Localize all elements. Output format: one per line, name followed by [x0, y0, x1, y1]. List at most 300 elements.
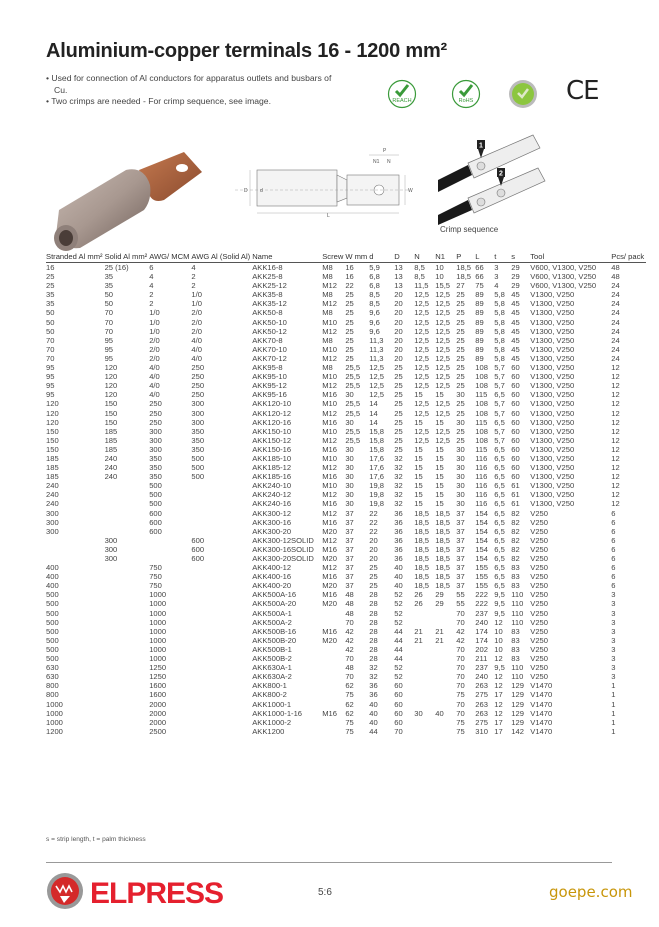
table-cell: V250	[530, 526, 548, 536]
table-cell: 25	[456, 326, 465, 336]
table-cell: M16	[322, 390, 337, 400]
table-cell: 9,5	[494, 599, 505, 609]
table-row	[46, 354, 646, 363]
table-cell: 83	[511, 572, 520, 582]
table-cell: V1300, V250	[530, 381, 575, 391]
table-cell: 120	[46, 417, 59, 427]
table-cell: 10	[494, 644, 503, 654]
table-cell: AKK70-10	[252, 344, 287, 354]
table-cell: 12	[611, 481, 620, 491]
table-cell: 12	[611, 408, 620, 418]
table-cell: 500	[46, 635, 59, 645]
table-cell: 500	[191, 463, 205, 473]
table-cell: 25 (16)	[104, 263, 129, 272]
table-cell: 116	[475, 472, 488, 482]
table-cell: AKK300-20SOLID	[252, 554, 314, 563]
table-cell: 300	[191, 408, 205, 418]
table-cell: 108	[475, 372, 488, 382]
table-cell: 350	[149, 463, 162, 473]
table-cell: 237	[475, 663, 488, 673]
table-cell: 16	[46, 263, 55, 272]
table-cell: 108	[475, 363, 488, 373]
dim-label-L: L	[327, 213, 330, 218]
table-cell	[191, 509, 252, 518]
table-cell: V1300, V250	[530, 335, 575, 345]
table-cell: 154	[475, 535, 488, 545]
table-cell: 5,7	[494, 426, 505, 436]
table-cell: 25	[456, 381, 465, 391]
table-cell: 115	[475, 417, 488, 427]
table-cell: 110	[511, 608, 524, 618]
table-cell: 48	[345, 663, 354, 673]
table-cell: 150	[46, 426, 59, 436]
table-cell: M16	[322, 444, 337, 454]
table-cell: 500	[46, 654, 59, 664]
table-cell: 18,5	[414, 581, 430, 591]
table-cell: 12,5	[435, 317, 451, 327]
table-cell: 55	[456, 590, 465, 600]
table-cell: 240	[104, 463, 118, 473]
table-cell: 400	[46, 563, 59, 573]
table-cell: 42	[345, 644, 354, 654]
table-cell: 129	[511, 690, 524, 700]
table-cell: 24	[611, 308, 620, 318]
table-cell: 4	[149, 272, 154, 282]
table-cell: M12	[322, 299, 337, 309]
table-cell: 70	[104, 308, 114, 318]
table-cell: 1	[611, 690, 616, 700]
table-cell: AKK150-12	[252, 435, 292, 445]
table-cell: 120	[104, 390, 118, 400]
table-cell: 185	[104, 426, 118, 436]
table-row	[46, 636, 646, 645]
table-cell: 12,5	[369, 390, 385, 400]
table-cell: 12,5	[435, 353, 451, 363]
table-cell: 28	[369, 617, 378, 627]
table-cell: 15	[414, 481, 423, 491]
table-cell: 600	[191, 535, 205, 545]
table-cell: 70	[456, 681, 465, 691]
table-cell: 3	[611, 644, 616, 654]
table-cell: 36	[369, 690, 378, 700]
table-cell: 32	[369, 663, 378, 673]
table-cell: 29	[511, 272, 520, 282]
table-cell: 300	[104, 535, 118, 545]
table-cell: 18,5	[414, 526, 430, 536]
table-cell: 5,7	[494, 381, 505, 391]
table-cell: 95	[46, 381, 55, 391]
table-cell: 500	[46, 599, 59, 609]
table-cell: 5,7	[494, 435, 505, 445]
table-cell: AKK500A-2	[252, 617, 292, 627]
table-cell: 83	[511, 644, 520, 654]
table-cell: V1300, V250	[530, 363, 575, 373]
table-cell: M20	[322, 526, 337, 536]
table-cell: AKK35-12	[252, 299, 287, 309]
table-cell	[105, 718, 150, 727]
table-cell: 66	[475, 263, 484, 272]
table-cell: 37	[345, 535, 354, 545]
table-cell: 12	[494, 672, 503, 682]
table-cell: AKK95-10	[252, 372, 287, 382]
table-cell: 6,5	[494, 390, 505, 400]
table-cell: 500	[149, 481, 162, 491]
table-cell: 37	[456, 526, 465, 536]
table-cell: 28	[369, 590, 378, 600]
table-row	[46, 527, 646, 536]
table-cell: 37	[345, 508, 354, 518]
table-cell: 32	[394, 499, 403, 509]
table-cell: 15	[414, 499, 423, 509]
table-cell: 36	[394, 554, 403, 563]
table-cell: 12,5	[414, 308, 430, 318]
table-cell	[105, 599, 150, 608]
table-cell: M16	[322, 626, 337, 636]
table-cell: 300	[104, 554, 118, 563]
table-cell: V1300, V250	[530, 444, 575, 454]
table-cell: 30	[456, 463, 465, 473]
table-cell: 50	[46, 308, 55, 318]
table-cell	[105, 563, 150, 572]
table-cell: 108	[475, 381, 488, 391]
table-cell: 1	[611, 717, 616, 727]
table-cell: AKK500A-20	[252, 599, 297, 609]
table-cell: 1000	[46, 717, 63, 727]
table-cell: 116	[475, 481, 488, 491]
table-cell: 174	[475, 635, 488, 645]
table-cell: 40	[394, 563, 403, 573]
table-cell: 12	[611, 499, 620, 509]
table-cell: 18,5	[435, 517, 451, 527]
table-cell: 17,6	[369, 463, 385, 473]
table-cell: M12	[322, 463, 337, 473]
table-cell: 25	[345, 290, 354, 300]
dim-label-D: D	[244, 188, 248, 194]
table-cell: AKK95-8	[252, 363, 283, 373]
table-cell: 89	[475, 344, 484, 354]
table-cell: 50	[104, 299, 114, 309]
table-cell: M12	[322, 435, 337, 445]
table-cell: 60	[511, 372, 520, 382]
column-header: s	[511, 252, 530, 263]
table-cell: 95	[46, 390, 55, 400]
table-cell: 66	[475, 272, 484, 282]
watermark: goepe.com	[549, 883, 633, 901]
table-cell: 32	[394, 453, 403, 463]
table-cell: 12,5	[435, 299, 451, 309]
table-cell: V250	[530, 544, 548, 554]
table-cell: 37	[456, 544, 465, 554]
table-cell: 25,5	[345, 372, 361, 382]
table-cell: 37	[456, 517, 465, 527]
table-cell: AKK500B-1	[252, 644, 292, 654]
table-cell: 75	[475, 281, 484, 291]
table-row	[46, 372, 646, 381]
table-cell	[414, 718, 435, 727]
table-row	[46, 308, 646, 317]
table-cell: AKK240-16	[252, 499, 292, 509]
table-cell: 25	[369, 572, 378, 582]
table-cell: 120	[104, 363, 118, 373]
table-cell: 30	[345, 453, 354, 463]
table-cell: 12	[611, 435, 620, 445]
table-cell: 350	[149, 453, 162, 463]
table-cell: 12,5	[414, 326, 430, 336]
table-cell: AKK300-16	[252, 517, 292, 527]
table-cell: V1300, V250	[530, 426, 575, 436]
table-cell: 20	[394, 353, 403, 363]
table-cell: 15,8	[369, 435, 385, 445]
table-cell: 18,5	[435, 508, 451, 518]
table-cell: 12	[611, 453, 620, 463]
table-cell: 1	[611, 681, 616, 691]
table-cell	[191, 609, 252, 618]
table-cell	[435, 645, 456, 654]
table-cell: 21	[435, 635, 444, 645]
table-cell: 75	[456, 717, 465, 727]
table-cell: 185	[104, 444, 118, 454]
table-cell: 83	[511, 563, 520, 573]
table-cell: 25	[345, 299, 354, 309]
table-cell: 2	[149, 299, 154, 309]
table-cell: 60	[511, 363, 520, 373]
table-cell: 89	[475, 317, 484, 327]
table-cell: 29	[511, 281, 520, 291]
table-cell: 3	[611, 654, 616, 664]
table-cell: M10	[322, 344, 337, 354]
table-cell: 25	[456, 299, 465, 309]
crimp-caption: Crimp sequence	[440, 225, 499, 234]
table-cell: 240	[46, 499, 59, 509]
table-cell: 60	[511, 444, 520, 454]
table-cell	[322, 690, 345, 699]
table-row	[46, 336, 646, 345]
table-cell	[105, 645, 150, 654]
table-cell: 6	[611, 581, 616, 591]
table-cell: 83	[511, 581, 520, 591]
table-cell: 8,5	[369, 299, 380, 309]
table-cell: 28	[369, 599, 378, 609]
table-cell: V600, V1300, V250	[530, 272, 597, 282]
table-cell: V250	[530, 517, 548, 527]
table-cell: 25	[345, 335, 354, 345]
table-cell: 5,8	[494, 344, 505, 354]
table-cell: 14	[369, 408, 378, 418]
table-cell: 18,5	[414, 544, 430, 554]
table-cell	[105, 627, 150, 636]
table-cell: 18,5	[435, 535, 451, 545]
table-cell: 630	[46, 663, 59, 673]
table-cell: 275	[475, 690, 488, 700]
table-cell: AKK240-10	[252, 481, 292, 491]
table-cell: AKK35-8	[252, 290, 283, 300]
table-cell: V250	[530, 572, 548, 582]
table-cell: 89	[475, 290, 484, 300]
table-cell: V1470	[530, 726, 553, 736]
table-cell: 48	[345, 599, 354, 609]
table-cell: 12,5	[414, 317, 430, 327]
table-cell: AKK50-8	[252, 308, 283, 318]
table-cell	[435, 672, 456, 681]
table-cell: 154	[475, 517, 488, 527]
table-cell	[322, 618, 345, 627]
table-cell: 15,8	[369, 426, 385, 436]
table-cell: M10	[322, 399, 337, 409]
table-cell: 30	[456, 390, 465, 400]
table-cell: 12,5	[414, 381, 430, 391]
table-cell: 1000	[46, 699, 63, 709]
table-cell: 25	[456, 308, 465, 318]
table-cell: 400	[46, 581, 59, 591]
table-cell: 12	[494, 708, 503, 718]
table-row	[46, 490, 646, 499]
table-cell: 120	[46, 408, 59, 418]
table-cell: 30	[345, 472, 354, 482]
table-cell: 3	[494, 272, 499, 282]
table-cell: 1/0	[149, 326, 160, 336]
table-cell: 2500	[149, 726, 167, 736]
table-cell: 32	[394, 490, 403, 500]
table-cell: 12	[494, 699, 503, 709]
table-row	[46, 627, 646, 636]
table-cell: 237	[475, 608, 488, 618]
table-cell: 27	[456, 281, 465, 291]
table-cell: 25	[456, 317, 465, 327]
table-cell: 32	[369, 672, 378, 682]
table-cell: 20	[394, 344, 403, 354]
table-cell: 25,5	[345, 435, 361, 445]
table-cell	[435, 663, 456, 672]
table-cell	[191, 581, 252, 590]
table-row	[46, 681, 646, 690]
table-cell: 48	[611, 263, 620, 272]
table-cell	[105, 681, 150, 690]
table-row	[46, 572, 646, 581]
table-cell: 110	[511, 663, 524, 673]
table-cell: 30	[345, 490, 354, 500]
table-cell: 18,5	[414, 508, 430, 518]
table-cell: 25	[46, 272, 55, 282]
table-cell: 5,7	[494, 408, 505, 418]
table-cell	[46, 536, 105, 545]
table-cell: 211	[475, 654, 488, 664]
table-cell: 154	[475, 508, 488, 518]
table-cell: 60	[394, 717, 403, 727]
table-cell	[191, 645, 252, 654]
table-cell: 155	[475, 572, 488, 582]
column-header: Solid Al mm²	[104, 252, 148, 261]
table-cell	[191, 700, 252, 709]
table-cell: 15	[435, 499, 444, 509]
table-cell: 1250	[149, 663, 167, 673]
table-cell: 83	[511, 635, 520, 645]
table-cell: 60	[511, 399, 520, 409]
table-cell: 9,6	[369, 308, 380, 318]
table-cell: 36	[394, 544, 403, 554]
table-cell: 12,5	[435, 372, 451, 382]
table-cell	[322, 727, 345, 736]
table-cell: 12,5	[435, 426, 451, 436]
table-cell: 1000	[149, 617, 167, 627]
table-cell: 70	[456, 617, 465, 627]
table-cell	[105, 499, 150, 508]
table-cell: 12,5	[435, 408, 451, 418]
table-cell: AKK95-12	[252, 381, 287, 391]
table-cell: 37	[456, 581, 465, 591]
table-cell: 40	[435, 708, 444, 718]
table-cell	[105, 654, 150, 663]
table-cell: 4/0	[149, 381, 160, 391]
table-cell: M16	[322, 544, 337, 554]
table-cell: M12	[322, 508, 337, 518]
table-cell: 17	[494, 717, 503, 727]
table-cell: 15	[414, 472, 423, 482]
table-cell: 12,5	[435, 326, 451, 336]
table-cell: AKK120-10	[252, 399, 292, 409]
table-cell: M8	[322, 290, 333, 300]
table-row	[46, 345, 646, 354]
table-cell: 37	[456, 554, 465, 563]
table-cell	[191, 718, 252, 727]
table-cell: 12,5	[414, 435, 430, 445]
table-row	[46, 327, 646, 336]
table-cell: 75	[345, 726, 354, 736]
table-cell: 13	[394, 272, 403, 282]
table-cell: M16	[322, 708, 337, 718]
table-cell: AKK300-12	[252, 508, 292, 518]
table-cell: 150	[104, 399, 118, 409]
table-cell: 1600	[149, 690, 167, 700]
table-cell: 19,8	[369, 499, 385, 509]
table-cell: 30	[456, 444, 465, 454]
table-cell	[191, 572, 252, 581]
table-cell: M12	[322, 490, 337, 500]
table-cell: 250	[149, 408, 162, 418]
table-cell: 300	[191, 417, 205, 427]
table-cell: 600	[149, 517, 162, 527]
table-cell: 75	[456, 690, 465, 700]
table-cell: 17,6	[369, 453, 385, 463]
table-cell: 89	[475, 353, 484, 363]
table-cell: 22	[369, 526, 378, 536]
table-cell: AKK400-12	[252, 563, 292, 573]
table-cell: M10	[322, 481, 337, 491]
table-cell: 5,9	[369, 263, 380, 272]
table-cell: 2/0	[191, 326, 202, 336]
table-cell	[322, 645, 345, 654]
table-cell: 4	[494, 281, 499, 291]
table-cell: 52	[394, 608, 403, 618]
table-row	[46, 499, 646, 508]
table-cell: 25	[345, 326, 354, 336]
table-cell: 154	[475, 526, 488, 536]
table-row	[46, 718, 646, 727]
table-cell	[414, 681, 435, 690]
table-cell: 48	[611, 272, 620, 282]
table-cell: 44	[369, 726, 378, 736]
table-cell: 6,8	[369, 272, 380, 282]
table-cell: 60	[511, 463, 520, 473]
table-cell: M8	[322, 363, 333, 373]
table-cell: 24	[611, 290, 620, 300]
table-cell: 70	[456, 654, 465, 664]
table-cell: 3	[611, 626, 616, 636]
table-cell	[191, 499, 252, 508]
table-cell: 116	[475, 463, 488, 473]
dim-label-W: W	[408, 188, 413, 194]
dim-label-P: P	[383, 148, 387, 154]
table-cell: 12	[611, 363, 620, 373]
